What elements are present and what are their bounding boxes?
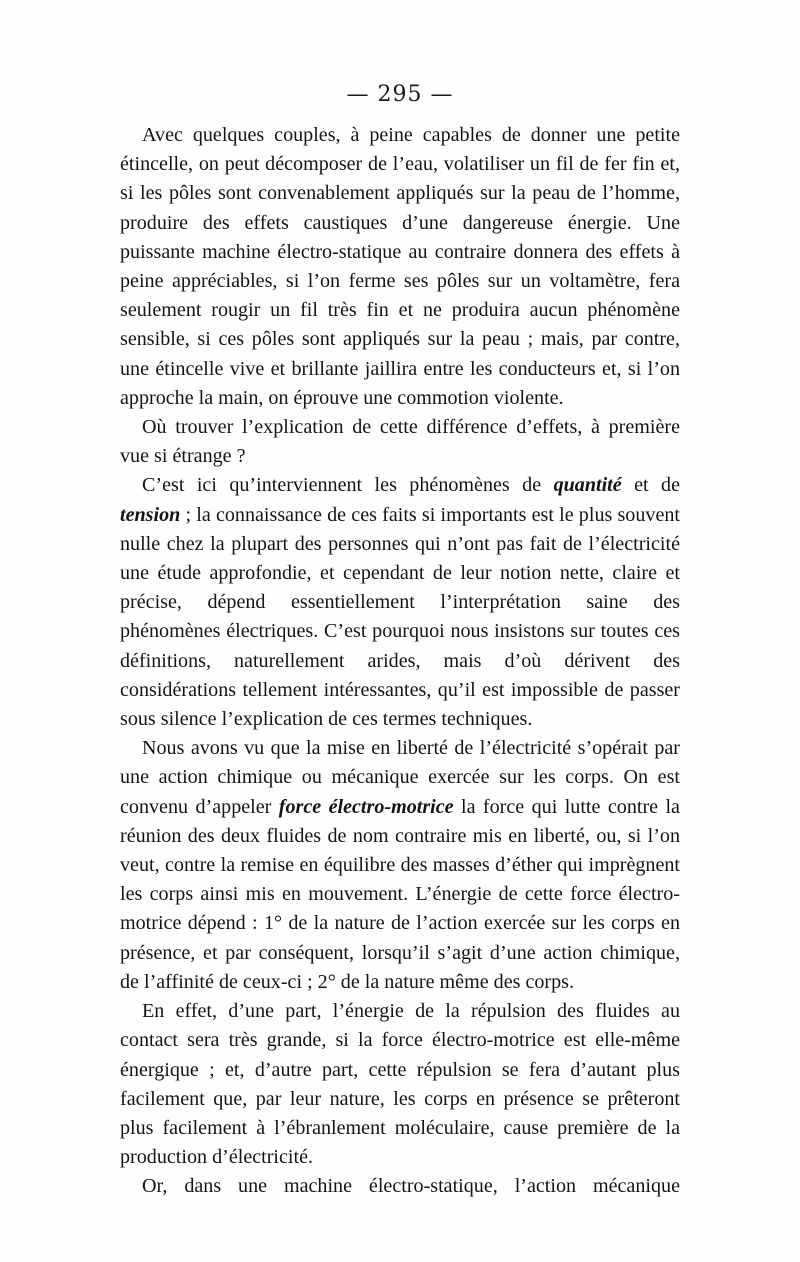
- paragraph-5: [120, 997, 680, 1172]
- paragraph-2-text: Où trouver l’explication de cette différence d’effets, à première vue si étrange ?: [120, 416, 680, 468]
- term-force-electro-motrice: force électro-motrice: [278, 795, 454, 818]
- term-tension: tension: [120, 503, 181, 526]
- paragraph-1: [120, 121, 680, 413]
- paragraph-4-text-b: la force qui lutte contre la réunion des deux fluides de nom contraire mis en liberté, ou, si l’on veut, contre la remise en équilibre des masses d’éther qui imprègnent les corps ainsi mis en mouvement. L’énergie de cette force électro-motrice dépend : 1° de la nature de l’action exercée sur les corps en présence, et par conséquent, lorsqu’il s’agit d’une action chimique, de l’affinité de ceux-ci ; 2° de la nature même des corps.: [120, 795, 680, 993]
- paragraph-1-text: Avec quelques couples, à peine capables de donner une petite étincelle, on peut décomposer de l’eau, volatiliser un fil de fer fin et, si les pôles sont convenablement appliqués sur la peau de l’homme, produire des effets caustiques d’une dangereuse énergie. Une puissante machine électro-statique au contraire donnera des effets à peine appréciables, si l’on ferme ses pôles sur un voltamètre, fera seulement rougir un fil très fin et ne produira aucun phénomène sensible, si ces pôles sont appliqués sur la peau ; mais, par contre, une étincelle vive et brillante jaillira entre les conducteurs et, si l’on approche la main, on éprouve une commotion violente.: [120, 124, 680, 409]
- page-number: — 295 —: [346, 82, 454, 107]
- paragraph-6-text: Or, dans une machine électro-statique, l’action mécanique: [142, 1175, 680, 1198]
- paragraph-6: [120, 1172, 680, 1201]
- paragraph-2: [120, 413, 680, 471]
- paragraph-4: [120, 734, 680, 997]
- paragraph-3-text-c: ; la connaissance de ces faits si importants est le plus souvent nulle chez la plupart des personnes qui n’ont pas fait de l’électricité une étude approfondie, et cependant de leur notion nette, claire et précise, dépend essentiellement l’interprétation saine des phénomènes électriques. C’est pourquoi nous insistons sur toutes ces définitions, naturellement arides, mais d’où dérivent des considérations tellement intéressantes, qu’il est impossible de passer sous silence l’explication de ces termes techniques.: [120, 503, 680, 731]
- body-text: [120, 121, 680, 1202]
- paragraph-4-text-a: Nous avons vu que la mise en liberté de l’électricité s’opérait par une action chimique ou mécanique exercée sur les corps. On est convenu d’appeler: [120, 737, 680, 818]
- paragraph-3-text-a: C’est ici qu’interviennent les phénomènes de: [142, 474, 554, 497]
- paragraph-3-text-b: et de: [621, 474, 680, 497]
- paragraph-5-text: En effet, d’une part, l’énergie de la répulsion des fluides au contact sera très grande, si la force électro-motrice est elle-même énergique ; et, d’autre part, cette répulsion se fera d’autant plus facilement que, par leur nature, les corps en présence se prêteront plus facilement à l’ébranlement moléculaire, cause première de la production d’électricité.: [120, 1000, 680, 1169]
- term-quantite: quantité: [553, 474, 622, 497]
- paragraph-3: [120, 471, 680, 734]
